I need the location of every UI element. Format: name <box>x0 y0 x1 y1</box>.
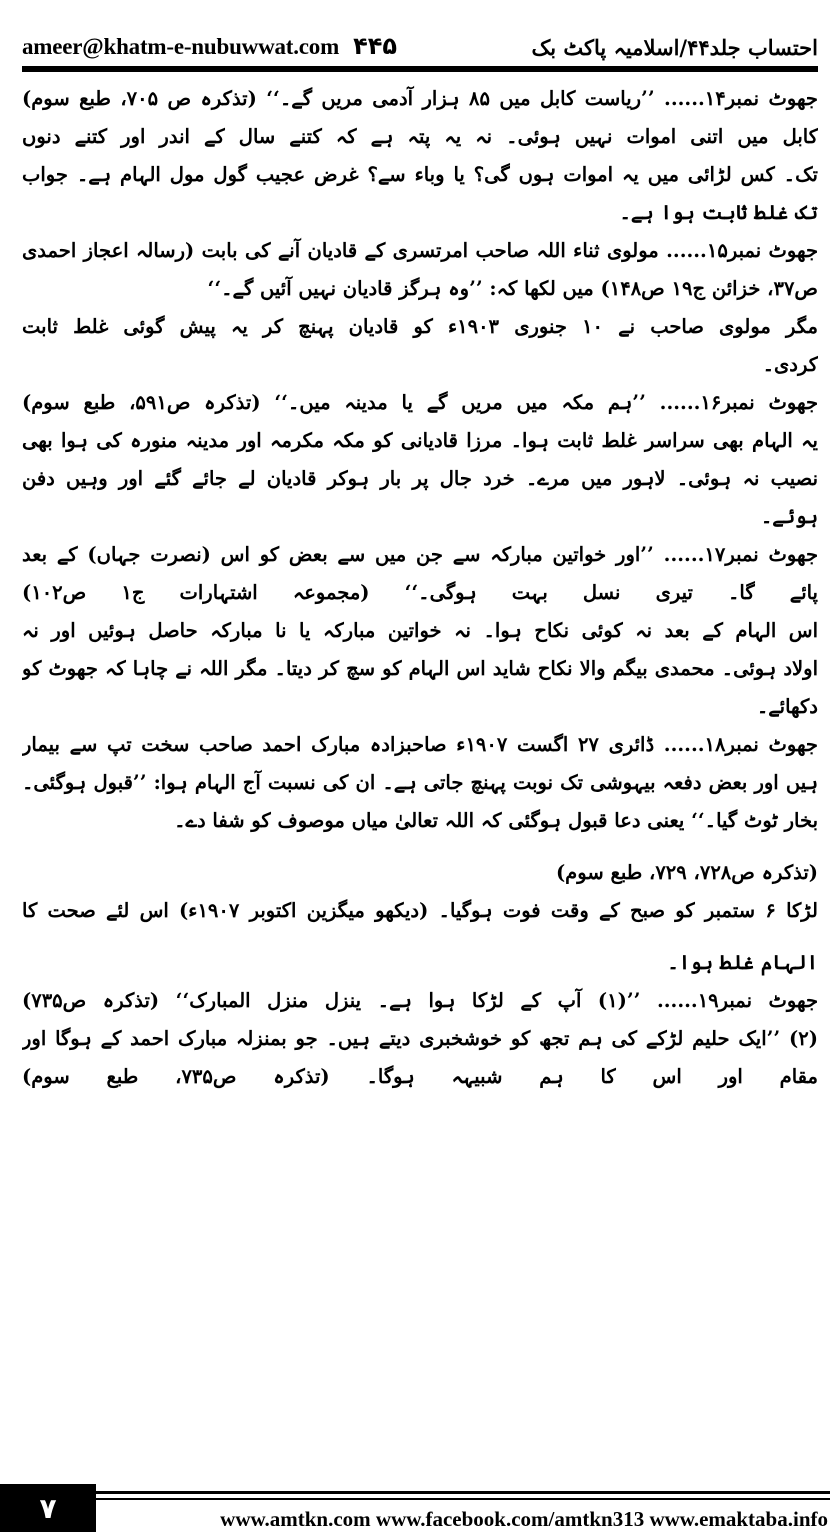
footer-urls: www.amtkn.com www.facebook.com/amtkn313 www.emaktaba.info <box>220 1507 828 1531</box>
text-line: ہیں اور بعض دفعہ بیہوشی تک نوبت پہنچ جاتی ہے۔ ان کی نسبت آج الہام ہوا: ’’قبول ہوگئی۔ <box>22 771 818 794</box>
header-rule <box>22 66 818 72</box>
header-left <box>22 32 397 60</box>
text-line: جھوٹ نمبر۱۸...... ڈائری ۲۷ اگست ۱۹۰۷ء صاحبزادہ مبارک احمد صاحب سخت تپ سے بیمار <box>22 733 818 756</box>
page-footer <box>0 1484 840 1540</box>
text-line: (تذکرہ ص۷۲۸، ۷۲۹، طبع سوم) <box>555 861 818 884</box>
header-page-number: ۴۴۵ <box>353 32 398 60</box>
text-line: الہام غلط ہوا۔ <box>667 951 818 974</box>
text-line: ص۳۷، خزائن ج۱۹ ص۱۴۸) میں لکھا کہ: ’’وہ ہرگز قادیان نہیں آئیں گے۔‘‘ <box>207 277 818 300</box>
text-line: جھوٹ نمبر۱۵...... مولوی ثناء اللہ صاحب امرتسری کے قادیان آنے کی بابت (رسالہ اعجاز احمدی <box>22 239 818 262</box>
text-line: (۲) ’’ایک حلیم لڑکے کی ہم تجھ کو خوشخبری دیتے ہیں۔ جو بمنزلہ مبارک احمد کے ہوگا اور <box>22 1027 818 1050</box>
footer-rule <box>96 1491 830 1494</box>
page-body <box>22 80 818 1480</box>
text-line: مگر مولوی صاحب نے ۱۰ جنوری ۱۹۰۳ء کو قادیان پہنچ کر یہ پیش گوئی غلط ثابت <box>22 315 818 338</box>
text-line: یہ الہام بھی سراسر غلط ثابت ہوا۔ مرزا قادیانی کو مکہ مکرمہ اور مدینہ منورہ کی ہوا بھی <box>22 429 818 452</box>
text-line: تک۔ کس لڑائی میں یہ اموات ہوں گی؟ یا وباء سے؟ غرض عجیب گول مول الہام ہے۔ جواب <box>22 163 818 186</box>
text-line: اولاد ہوئی۔ محمدی بیگم والا نکاح شاید اس الہام کو سچ کر دیتا۔ مگر اللہ نے چاہا کہ جھوٹ کو <box>22 657 818 680</box>
text-line: مقام اور اس کا ہم شبیہہ ہوگا۔ (تذکرہ ص۷۳۵، طبع سوم) <box>22 1065 818 1088</box>
text-line: اس الہام کے بعد نہ کوئی نکاح ہوا۔ نہ خواتین مبارکہ یا نا مبارکہ حاصل ہوئیں اور نہ <box>22 619 818 642</box>
text-line: تک غلط ثابت ہوا ہے۔ <box>619 201 818 224</box>
footer-page-box: ۷ <box>0 1484 96 1532</box>
text-line: ہوئے۔ <box>760 505 818 528</box>
text-line: کابل میں اتنی اموات نہیں ہوئی۔ نہ یہ پتہ ہے کہ کتنے سال کے اندر اور کتنے دنوں <box>22 125 818 148</box>
text-line: کردی۔ <box>762 353 818 376</box>
text-line: لڑکا ۶ ستمبر کو صبح کے وقت فوت ہوگیا۔ (دیکھو میگزین اکتوبر ۱۹۰۷ء) اس لئے صحت کا <box>22 899 818 922</box>
text-line: پائے گا۔ تیری نسل بہت ہوگی۔‘‘ (مجموعہ اشتہارات ج۱ ص۱۰۲) <box>22 581 818 604</box>
text-line: جھوٹ نمبر۱۶...... ’’ہم مکہ میں مریں گے یا مدینہ میں۔‘‘ (تذکرہ ص۵۹۱، طبع سوم) <box>22 391 818 414</box>
header-book-title: احتساب جلد۴۴/اسلامیہ پاکٹ بک <box>531 35 818 60</box>
page-header <box>22 10 818 60</box>
text-line: جھوٹ نمبر۱۴...... ’’ریاست کابل میں ۸۵ ہزار آدمی مریں گے۔‘‘ (تذکرہ ص ۷۰۵، طبع سوم) <box>22 87 818 110</box>
text-line: جھوٹ نمبر۱۷...... ’’اور خواتین مبارکہ سے جن میں سے بعض کو اس (نصرت جہاں) کے بعد <box>22 543 818 566</box>
footer-rule-secondary <box>96 1498 830 1500</box>
header-email: ameer@khatm-e-nubuwwat.com <box>22 34 340 59</box>
text-line: دکھائے۔ <box>756 695 818 718</box>
text-line: جھوٹ نمبر۱۹...... ’’(۱) آپ کے لڑکا ہوا ہے۔ ینزل منزل المبارک‘‘ (تذکرہ ص۷۳۵) <box>22 989 818 1012</box>
text-line: نصیب نہ ہوئی۔ لاہور میں مرے۔ خرد جال پر بار ہوکر قادیان لے جائے گئے اور وہیں دفن <box>22 467 818 490</box>
text-line: بخار ٹوٹ گیا۔‘‘ یعنی دعا قبول ہوگئی کہ اللہ تعالیٰ میاں موصوف کو شفا دے۔ <box>174 809 818 832</box>
